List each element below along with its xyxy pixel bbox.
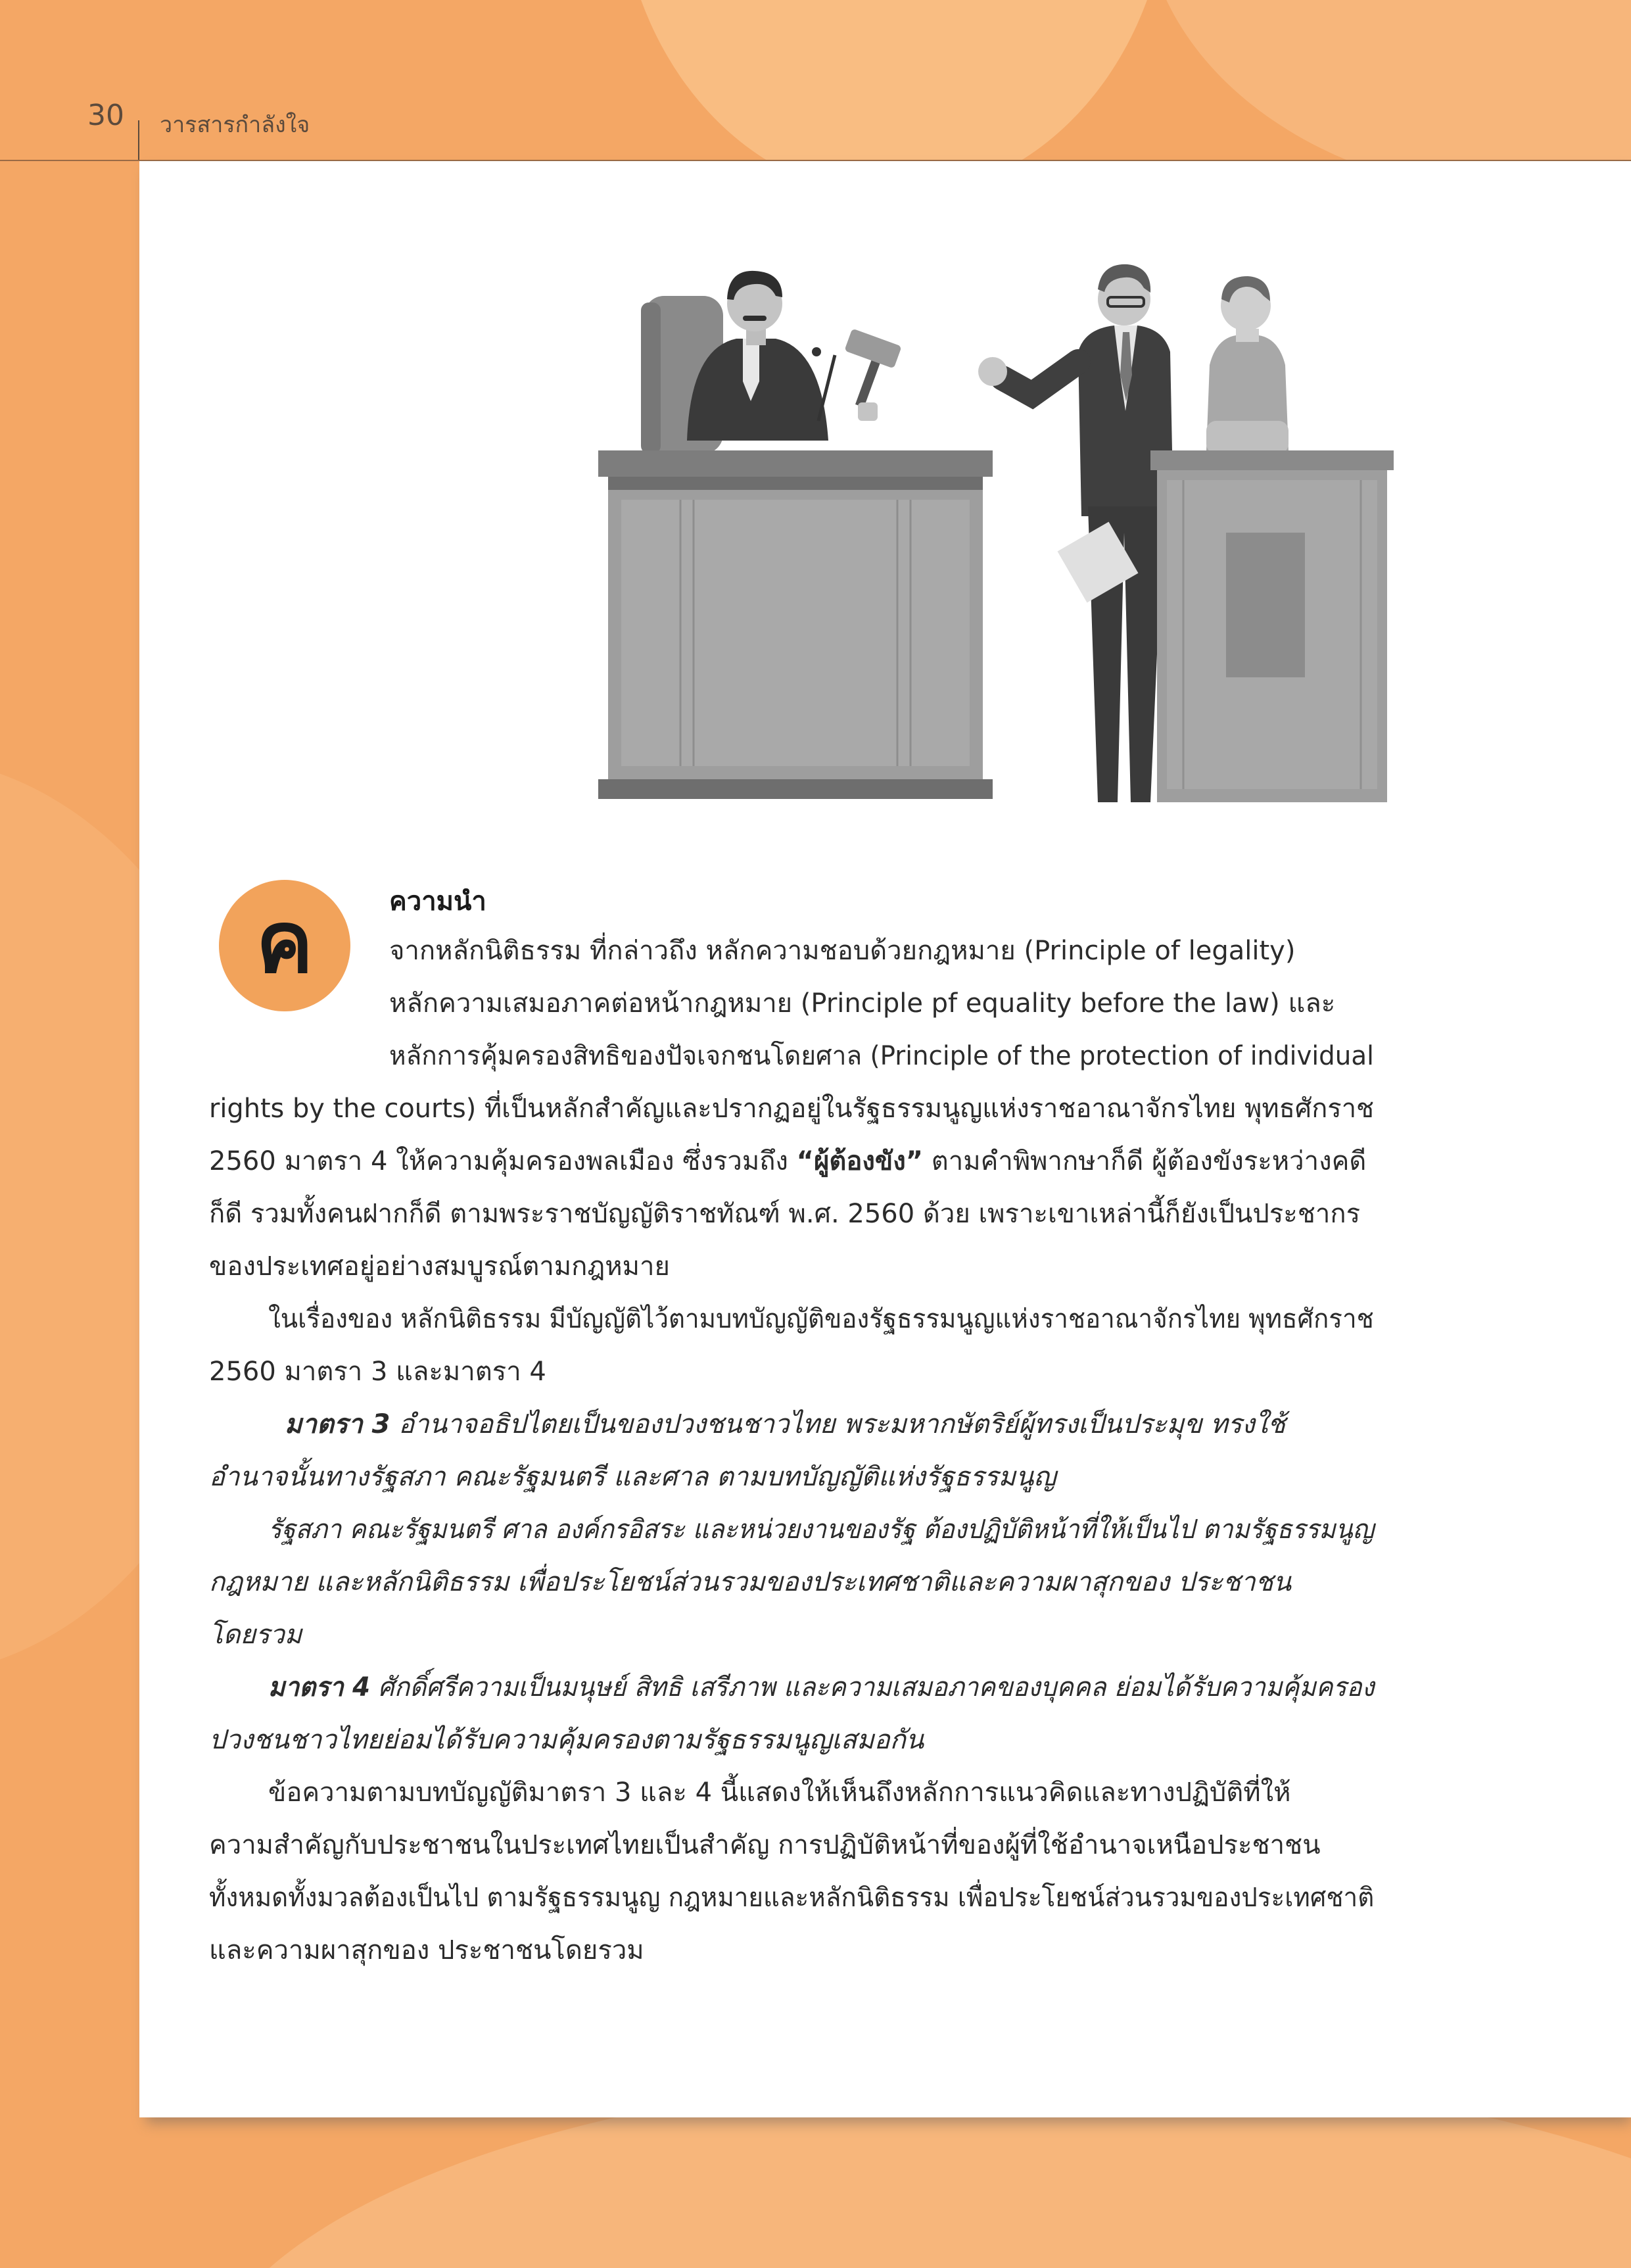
paragraph-line: ในเรื่องของ หลักนิติธรรม มีบัญญัติไว้ตามบทบัญญัติของรัฐธรรมนูญแห่งราชอาณาจักรไทย พุทธศักราช <box>268 1304 1374 1334</box>
paragraph-line: รัฐสภา คณะรัฐมนตรี ศาล องค์กรอิสระ และหน่วยงานของรัฐ ต้องปฏิบัติหน้าที่ให้เป็นไป ตามรัฐธรรมนูญ <box>268 1514 1375 1545</box>
paragraph-line: 2560 มาตรา 3 และมาตรา 4 <box>209 1357 546 1387</box>
emphasis-text: “ผู้ต้องขัง” <box>796 1146 924 1176</box>
paragraph-line: ของประเทศอยู่อย่างสมบูรณ์ตามกฎหมาย <box>209 1251 670 1282</box>
line-text: ศักดิ์ศรีความเป็นมนุษย์ สิทธิ เสรีภาพ และความเสมอภาคของบุคคล ย่อมได้รับความคุ้มครอง <box>369 1672 1375 1702</box>
line-text: ตามคำพิพากษาก็ดี ผู้ต้องขังระหว่างคดี <box>923 1146 1367 1176</box>
page-number: 30 <box>87 99 124 132</box>
section-label: มาตรา 4 <box>268 1672 370 1702</box>
section-heading: ความนำ <box>389 886 486 917</box>
paragraph-line: ทั้งหมดทั้งมวลต้องเป็นไป ตามรัฐธรรมนูญ กฎหมายและหลักนิติธรรม เพื่อประโยชน์ส่วนรวมของประเทศชาติ <box>209 1883 1375 1913</box>
paragraph-line: กฎหมาย และหลักนิติธรรม เพื่อประโยชน์ส่วนรวมของประเทศชาติและความผาสุกของ ประชาชน <box>209 1567 1292 1597</box>
section-label: มาตรา 3 <box>285 1409 390 1439</box>
paragraph-line: ความสำคัญกับประชาชนในประเทศไทยเป็นสำคัญ การปฏิบัติหน้าที่ของผู้ที่ใช้อำนาจเหนือประชาชน <box>209 1830 1321 1860</box>
paragraph-line: จากหลักนิติธรรม ที่กล่าวถึง หลักความชอบด้วยกฎหมาย (Principle of legality) <box>389 936 1296 966</box>
header-separator <box>138 120 139 160</box>
paragraph-line: ก็ดี รวมทั้งคนฝากก็ดี ตามพระราชบัญญัติราชทัณฑ์ พ.ศ. 2560 ด้วย เพราะเขาเหล่านี้ก็ยังเป็นประชากร <box>209 1199 1361 1229</box>
drop-cap-circle <box>219 880 350 1011</box>
paragraph-line <box>285 1406 1285 1443</box>
courtroom-illustration <box>579 224 1400 815</box>
line-text: 2560 มาตรา 4 ให้ความคุ้มครองพลเมือง ซึ่งรวมถึง <box>209 1146 797 1176</box>
paragraph-line: หลักการคุ้มครองสิทธิของปัจเจกชนโดยศาล (Principle of the protection of individual <box>389 1041 1374 1071</box>
drop-cap-letter: ค <box>256 892 314 992</box>
journal-name: วารสารกำลังใจ <box>160 112 310 138</box>
paragraph-line: rights by the courts) ที่เป็นหลักสำคัญและปรากฏอยู่ในรัฐธรรมนูญแห่งราชอาณาจักรไทย พุทธศักราช <box>209 1094 1375 1124</box>
paragraph-line: และความผาสุกของ ประชาชนโดยรวม <box>209 1935 644 1966</box>
paragraph-line: อำนาจนั้นทางรัฐสภา คณะรัฐมนตรี และศาล ตามบทบัญญัติแห่งรัฐธรรมนูญ <box>209 1462 1056 1492</box>
paragraph-line: หลักความเสมอภาคต่อหน้ากฎหมาย (Principle pf equality before the law) และ <box>389 988 1336 1019</box>
paragraph-line: ปวงชนชาวไทยย่อมได้รับความคุ้มครองตามรัฐธรรมนูญเสมอกัน <box>209 1725 924 1755</box>
paragraph-line: ข้อความตามบทบัญญัติมาตรา 3 และ 4 นี้แสดงให้เห็นถึงหลักการแนวคิดและทางปฏิบัติที่ให้ <box>268 1777 1291 1808</box>
paragraph-line: โดยรวม <box>209 1620 302 1650</box>
line-text: อำนาจอธิปไตยเป็นของปวงชนชาวไทย พระมหากษัตริย์ผู้ทรงเป็นประมุข ทรงใช้ <box>390 1409 1286 1439</box>
paragraph-line <box>268 1669 1374 1706</box>
paragraph-line <box>209 1143 1366 1180</box>
